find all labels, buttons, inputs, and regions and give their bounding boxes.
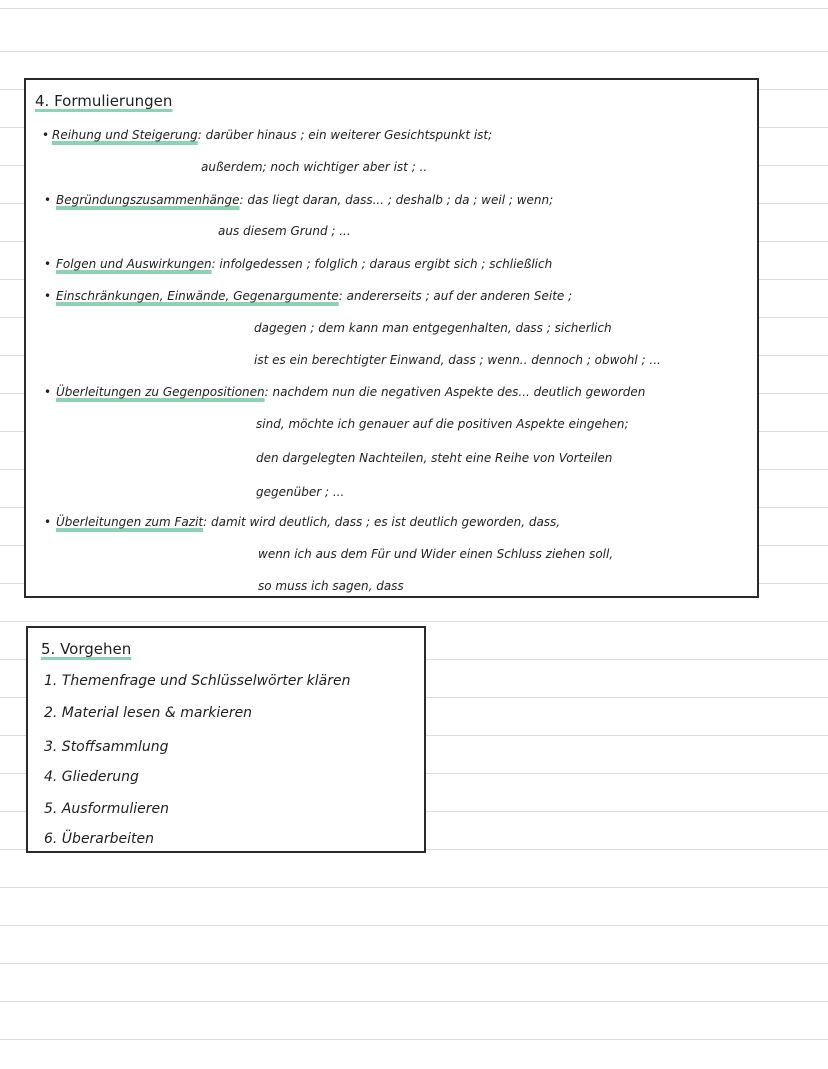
item-text: infolgedessen ; folglich ; daraus ergibt sich ; schließlich [219,257,553,271]
vorgehen-box [26,626,426,853]
formulierungen-box [24,78,759,598]
item-label: Einschränkungen, Einwände, Gegenargumente [56,289,339,303]
item-continuation: sind, möchte ich genauer auf die positiven Aspekte eingehen; [256,417,629,431]
step-item: 5. Ausformulieren [44,801,169,817]
bullet-icon: • [42,128,50,142]
item-continuation: gegenüber ; ... [256,485,345,499]
item-text: nachdem nun die negativen Aspekte des... deutlich geworden [272,385,646,399]
bullet-icon: • [44,289,52,303]
item-label: Überleitungen zu Gegenpositionen [56,385,265,399]
bullet-icon: • [44,257,52,271]
bullet-icon: • [44,515,52,529]
item-text: damit wird deutlich, dass ; es ist deutlich geworden, dass, [210,515,561,529]
bullet-icon: • [44,385,52,399]
step-item: 3. Stoffsammlung [44,739,169,755]
item-label: Begründungszusammenhänge [56,193,240,207]
item-label: Überleitungen zum Fazit [56,515,204,529]
step-item: 2. Material lesen & markieren [44,705,253,721]
step-item: 6. Überarbeiten [44,831,155,847]
item-continuation: außerdem; noch wichtiger aber ist ; .. [201,160,428,174]
step-item: 1. Themenfrage und Schlüsselwörter klären [44,673,351,689]
item-label: Folgen und Auswirkungen [56,257,212,271]
list-item: Überleitungen zu Gegenpositionen: nachdem nun die negativen Aspekte des... deutlich geworden [56,385,646,399]
step-item: 4. Gliederung [44,769,139,785]
list-item: Begründungszusammenhänge: das liegt daran, dass... ; deshalb ; da ; weil ; wenn; [56,193,554,207]
item-continuation: so muss ich sagen, dass [258,579,404,593]
item-label: Reihung und Steigerung [52,128,198,142]
list-item: Einschränkungen, Einwände, Gegenargumente: andererseits ; auf der anderen Seite ; [56,289,573,303]
item-continuation: wenn ich aus dem Für und Wider einen Schluss ziehen soll, [258,547,614,561]
formulierungen-title: 4. Formulierungen [35,92,173,110]
item-text: das liegt daran, dass... ; deshalb ; da ; weil ; wenn; [247,193,554,207]
bullet-icon: • [44,193,52,207]
item-text: andererseits ; auf der anderen Seite ; [346,289,573,303]
list-item: Reihung und Steigerung: darüber hinaus ; ein weiterer Gesichtspunkt ist; [52,128,493,142]
list-item: Folgen und Auswirkungen: infolgedessen ; folglich ; daraus ergibt sich ; schließlich [56,257,553,271]
item-continuation: aus diesem Grund ; ... [218,224,351,238]
item-continuation: dagegen ; dem kann man entgegenhalten, dass ; sicherlich [254,321,612,335]
item-continuation: ist es ein berechtigter Einwand, dass ; wenn.. dennoch ; obwohl ; ... [254,353,661,367]
item-text: darüber hinaus ; ein weiterer Gesichtspunkt ist; [205,128,493,142]
item-continuation: den dargelegten Nachteilen, steht eine Reihe von Vorteilen [256,451,613,465]
list-item: Überleitungen zum Fazit: damit wird deutlich, dass ; es ist deutlich geworden, dass, [56,515,561,529]
vorgehen-title: 5. Vorgehen [41,640,132,658]
